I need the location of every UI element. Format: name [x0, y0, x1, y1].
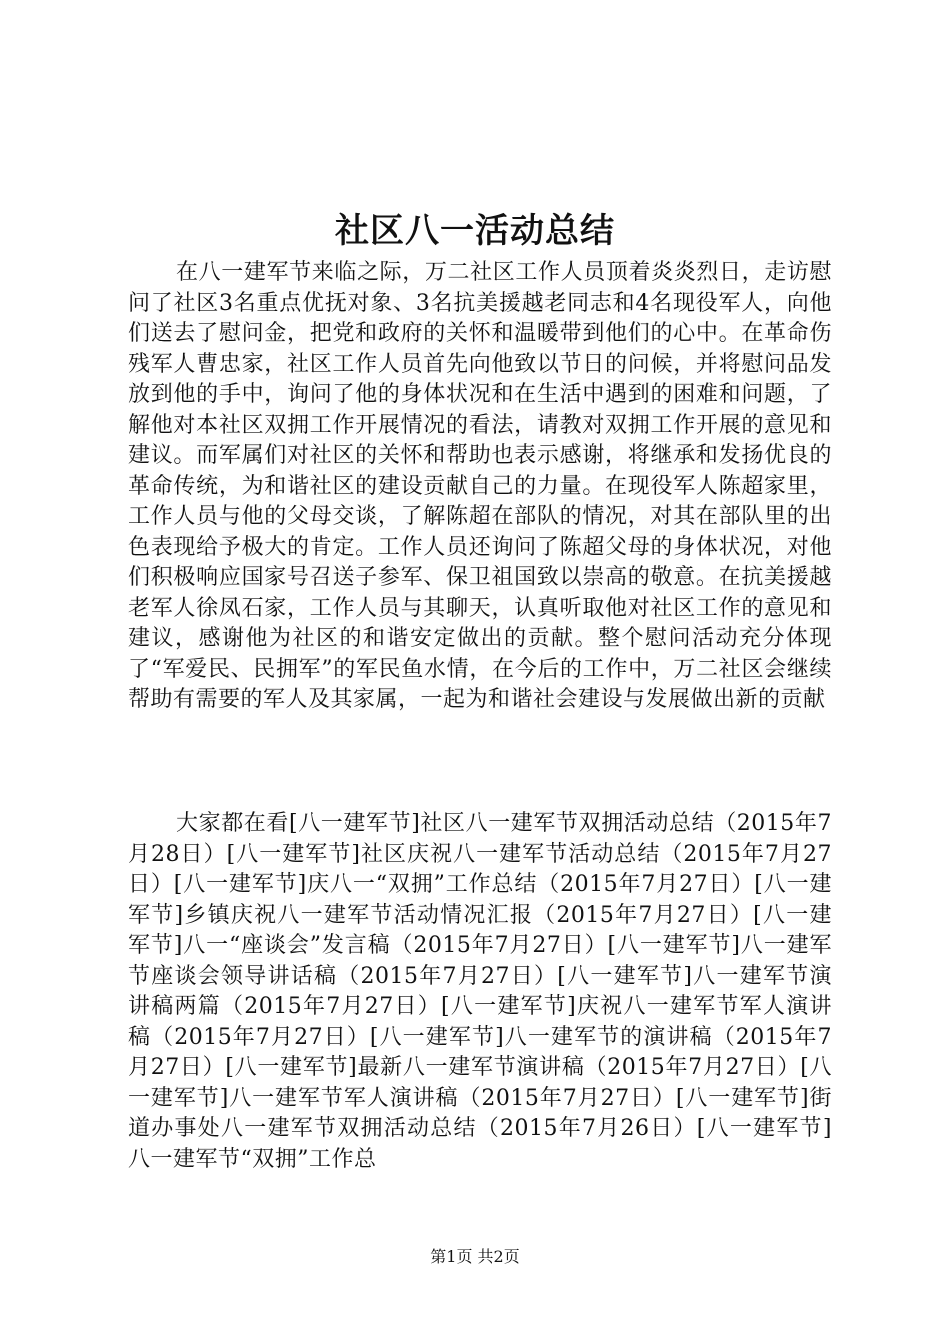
body-paragraph-related-articles: 大家都在看[八一建军节]社区八一建军节双拥活动总结（2015年7月28日）[八一建军节]社区庆祝八一建军节活动总结（2015年7月27日）[八一建军节]庆八一“双拥”工作总结（2015年7月27日）[八一建军节]乡镇庆祝八一建军节活动情况汇报（2015年7月27日）[八一建军节]八一“座谈会”发言稿（2015年7月27日）[八一建军节]八一建军节座谈会领导讲话稿（2015年7月27日）[八一建军节]八一建军节演讲稿两篇（2015年7月27日）[八一建军节]庆祝八一建军节军人演讲稿（2015年7月27日）[八一建军节]八一建军节的演讲稿（2015年7月27日）[八一建军节]最新八一建军节演讲稿（2015年7月27日）[八一建军节]八一建军节军人演讲稿（2015年7月27日）[八一建军节]街道办事处八一建军节双拥活动总结（2015年7月26日）[八一建军节]八一建军节“双拥”工作总 — [128, 811, 832, 1172]
page-number-footer: 第1页 共2页 — [430, 1247, 520, 1266]
body-paragraph-visit-summary: 在八一建军节来临之际，万二社区工作人员顶着炎炎烈日，走访慰问了社区3名重点优抚对象、3名抗美援越老同志和4名现役军人，向他们送去了慰问金，把党和政府的关怀和温暖带到他们的心中。在革命伤残军人曹忠家，社区工作人员首先向他致以节日的问候，并将慰问品发放到他的手中，询问了他的身体状况和在生活中遇到的困难和问题，了解他对本社区双拥工作开展情况的看法，请教对双拥工作开展的意见和建议。而军属们对社区的关怀和帮助也表示感谢，将继承和发扬优良的革命传统，为和谐社区的建设贡献自己的力量。在现役军人陈超家里，工作人员与他的父母交谈，了解陈超在部队的情况，对其在部队里的出色表现给予极大的肯定。工作人员还询问了陈超父母的身体状况，对他们积极响应国家号召送子参军、保卫祖国致以崇高的敬意。在抗美援越老军人徐凤石家，工作人员与其聊天，认真听取他对社区工作的意见和建议，感谢他为社区的和谐安定做出的贡献。整个慰问活动充分体现了“军爱民、民拥军”的军民鱼水情，在今后的工作中，万二社区会继续帮助有需要的军人及其家属，一起为和谐社会建设与发展做出新的贡献 — [128, 260, 832, 712]
document-title: 社区八一活动总结 — [335, 210, 615, 251]
